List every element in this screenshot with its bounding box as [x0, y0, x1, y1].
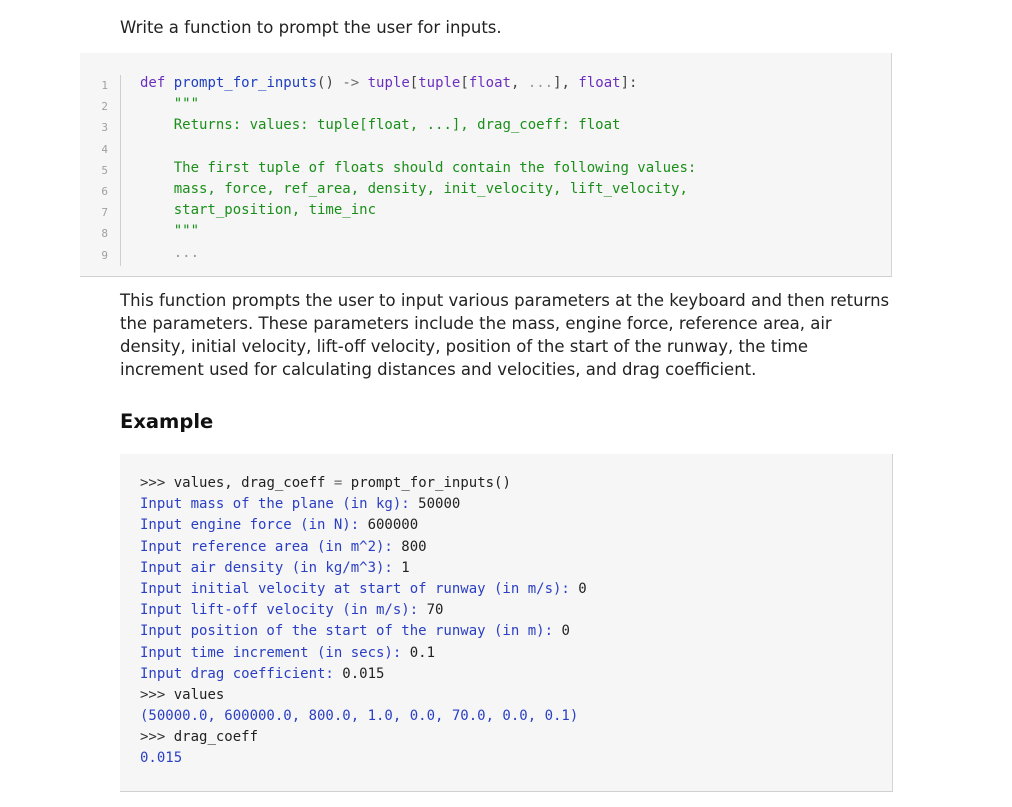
function-name: prompt_for_inputs [173, 75, 318, 91]
type-tuple: tuple [367, 75, 410, 91]
input-prompt: Input reference area (in m^2): [140, 538, 402, 555]
repl-drag-line [140, 727, 587, 748]
line-number: 1 [101, 79, 108, 92]
input-prompt: Input lift-off velocity (in m/s): [140, 602, 427, 619]
description-paragraph: This function prompts the user to input various parameters at the keyboard and then returns the parameters. These parameters include the mass, engine force, reference area, air density, initial velocity, lift-off velocity, position of the start of the runway, the time increment used for calculating distances and velocities, and drag coefficient. [120, 291, 890, 379]
docstring-text: The first tuple of floats should contain the following values: [173, 159, 697, 176]
docstring-returns: Returns: values: tuple[float, ...], drag_coeff: float [173, 117, 621, 134]
input-value: 0 [578, 580, 587, 597]
input-prompt: Input drag coefficient: [140, 665, 343, 682]
body-ellipsis: ... [173, 244, 200, 261]
bracket: [ [409, 75, 419, 91]
input-line [140, 515, 587, 536]
code-lines [140, 73, 696, 264]
line-number: 2 [101, 100, 108, 114]
type-float: float [468, 75, 511, 91]
input-prompt: Input position of the start of the runway (in m): [140, 623, 562, 640]
input-value: 800 [401, 538, 427, 555]
call-equals: = [333, 475, 343, 491]
docstring-line [140, 115, 696, 136]
line-number: 5 [101, 163, 108, 177]
line-number: 6 [101, 184, 108, 198]
input-line [140, 579, 587, 600]
input-value: 0.1 [409, 644, 436, 661]
example-repl-block [120, 454, 893, 792]
input-value: 1 [401, 559, 410, 576]
docstring-open [140, 94, 696, 115]
values-output: (50000.0, 600000.0, 800.0, 1.0, 0.0, 70.0, 0.0, 0.1) [140, 708, 579, 725]
input-prompt: Input mass of the plane (in kg): [140, 496, 419, 513]
input-line [140, 664, 587, 685]
docstring-line [140, 158, 696, 179]
blank-line [140, 137, 696, 158]
call-rhs: prompt_for_inputs() [350, 475, 511, 491]
def-line [140, 73, 696, 94]
drag-command: drag_coeff [173, 729, 259, 746]
line-number: 9 [101, 248, 108, 262]
repl-prompt: >>> [140, 475, 166, 491]
input-line [140, 558, 587, 579]
repl-prompt: >>> [140, 729, 166, 746]
line-number: 8 [101, 227, 108, 241]
repl-values-line [140, 685, 587, 706]
bracket: [ [460, 75, 469, 91]
input-prompt: Input air density (in kg/m^3): [140, 559, 402, 576]
ellipsis: ... [527, 75, 554, 91]
docstring-close [140, 221, 696, 242]
bracket-colon: ]: [620, 75, 638, 91]
input-value: 0 [561, 623, 570, 640]
return-arrow: -> [342, 75, 360, 91]
bracket-comma: ], [553, 75, 579, 91]
repl-call-line [140, 473, 587, 494]
drag-output: 0.015 [140, 750, 183, 767]
line-number: 4 [101, 142, 108, 156]
function-signature-code-block [80, 53, 892, 277]
input-line [140, 537, 587, 558]
input-line [140, 621, 587, 642]
input-line [140, 494, 587, 515]
docstring-line [140, 179, 696, 200]
example-heading: Example [120, 410, 214, 433]
parens: () [317, 75, 334, 91]
line-number: 7 [101, 206, 108, 220]
input-value: 50000 [418, 496, 461, 513]
intro-text: Write a function to prompt the user for inputs. [120, 18, 502, 37]
def-keyword: def [140, 75, 166, 91]
body-line [140, 243, 696, 264]
input-line [140, 600, 587, 621]
input-line [140, 643, 587, 664]
input-value: 600000 [367, 517, 419, 534]
repl-lines [140, 473, 587, 770]
input-value: 70 [426, 602, 444, 619]
type-tuple: tuple [418, 75, 461, 91]
type-float: float [578, 75, 621, 91]
input-prompt: Input initial velocity at start of runway (in m/s): [140, 580, 579, 597]
line-number: 3 [101, 121, 108, 135]
input-prompt: Input time increment (in secs): [140, 644, 410, 661]
docstring-quotes: """ [173, 96, 200, 113]
docstring-quotes: """ [173, 223, 200, 240]
docstring-text: start_position, time_inc [173, 202, 377, 219]
input-value: 0.015 [342, 665, 385, 682]
line-number-gutter [80, 75, 121, 266]
values-command: values [173, 686, 225, 703]
docstring-text: mass, force, ref_area, density, init_velocity, lift_velocity, [173, 180, 688, 197]
repl-prompt: >>> [140, 686, 166, 703]
docstring-line [140, 200, 696, 221]
comma: , [510, 75, 528, 91]
input-prompt: Input engine force (in N): [140, 517, 368, 534]
call-lhs: values, drag_coeff [173, 475, 326, 491]
